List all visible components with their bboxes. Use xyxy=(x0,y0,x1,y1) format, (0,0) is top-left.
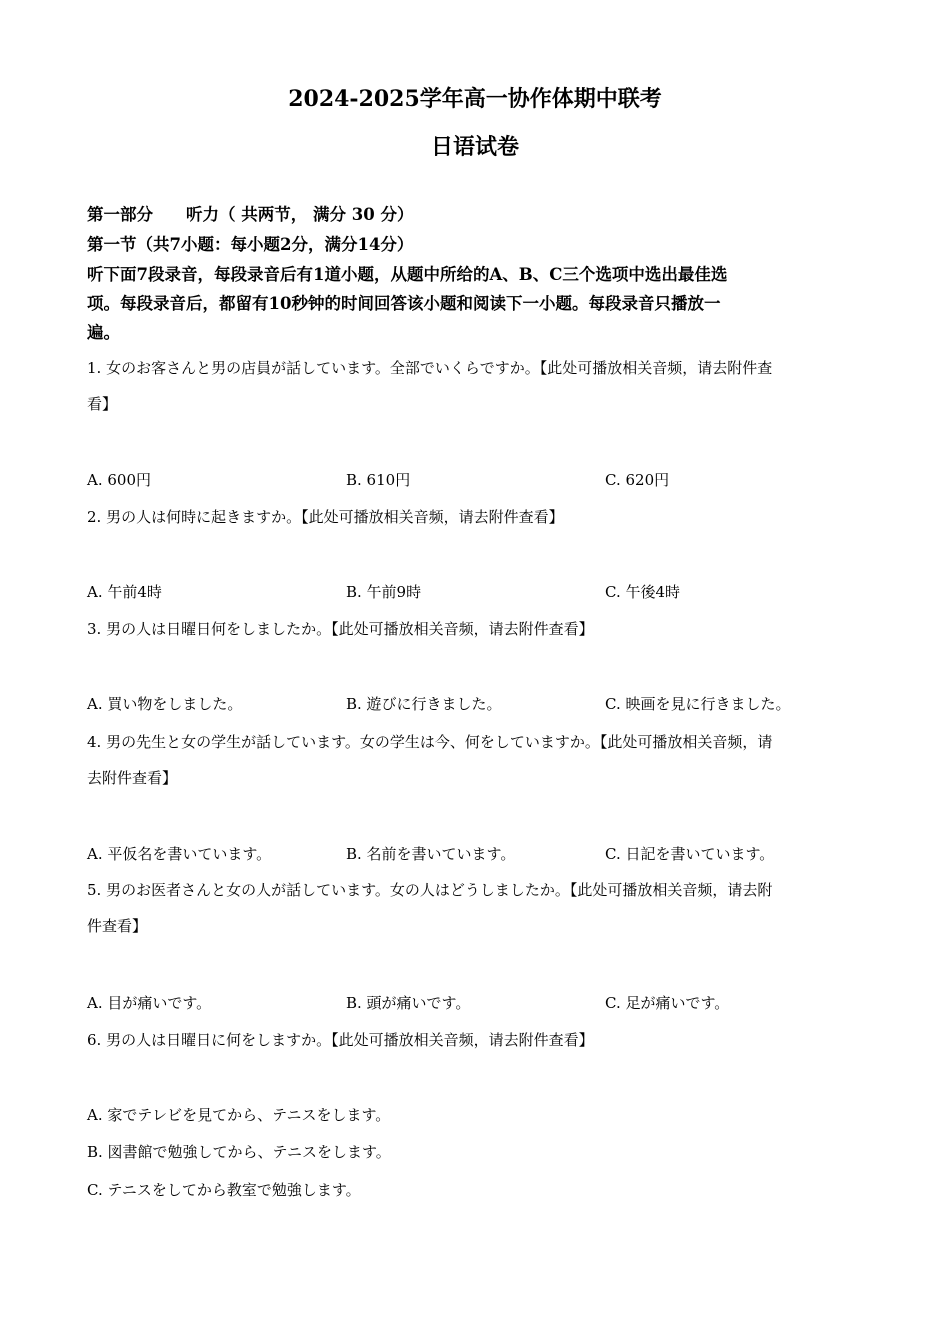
question-text: 看】 xyxy=(87,395,118,413)
question-2 xyxy=(87,499,863,535)
listening-instructions xyxy=(87,261,863,348)
option-b[interactable]: B. 名前を書いています。 xyxy=(346,845,516,863)
question-1 xyxy=(87,350,863,422)
question-4 xyxy=(87,724,863,796)
option-b[interactable]: B. 午前9時 xyxy=(346,583,422,601)
question-text: 6. 男の人は日曜日に何をしますか。【此处可播放相关音频，请去附件查看】 xyxy=(87,1031,594,1049)
question-3-options xyxy=(87,690,863,718)
question-3 xyxy=(87,611,863,647)
question-6 xyxy=(87,1022,863,1058)
option-c[interactable]: C. テニスをしてから教室で勉強します。 xyxy=(87,1181,361,1199)
option-a[interactable]: A. 平仮名を書いています。 xyxy=(87,845,272,863)
instruction-line: 听下面7段录音，每段录音后有1道小题，从题中所给的A、B、C三个选项中选出最佳选 xyxy=(87,265,728,284)
option-c[interactable]: C. 620円 xyxy=(605,471,670,489)
question-text: 2. 男の人は何時に起きますか。【此处可播放相关音频，请去附件查看】 xyxy=(87,508,564,526)
question-text: 去附件查看】 xyxy=(87,769,178,787)
option-b[interactable]: B. 610円 xyxy=(346,471,411,489)
option-b[interactable]: B. 頭が痛いです。 xyxy=(346,994,471,1012)
option-a[interactable]: A. 午前4時 xyxy=(87,583,162,601)
question-4-options xyxy=(87,840,863,868)
question-text: 3. 男の人は日曜日何をしましたか。【此处可播放相关音频，请去附件查看】 xyxy=(87,620,594,638)
section1-heading: 第一节（共7小题：每小题2分，满分14分） xyxy=(87,235,414,254)
option-a[interactable]: A. 家でテレビを見てから、テニスをします。 xyxy=(87,1106,391,1124)
option-a[interactable]: A. 買い物をしました。 xyxy=(87,695,243,713)
exam-subject: 日语试卷 xyxy=(430,134,519,160)
option-c[interactable]: C. 映画を見に行きました。 xyxy=(605,695,791,713)
question-5-options xyxy=(87,989,863,1017)
question-5 xyxy=(87,872,863,944)
option-b[interactable]: B. 図書館で勉強してから、テニスをします。 xyxy=(87,1143,391,1161)
option-a[interactable]: A. 目が痛いです。 xyxy=(87,994,212,1012)
instruction-line: 项。每段录音后，都留有10秒钟的时间回答该小题和阅读下一小题。每段录音只播放一 xyxy=(87,294,721,313)
question-text: 5. 男のお医者さんと女の人が話しています。女の人はどうしましたか。【此处可播放相关音频，请去附 xyxy=(87,881,773,899)
question-text: 4. 男の先生と女の学生が話しています。女の学生は今、何をしていますか。【此处可播放相关音频，请 xyxy=(87,733,773,751)
option-c[interactable]: C. 午後4時 xyxy=(605,583,681,601)
question-1-options xyxy=(87,466,863,494)
part1-heading: 第一部分 听力（ 共两节， 满分 30 分） xyxy=(87,205,414,224)
option-b[interactable]: B. 遊びに行きました。 xyxy=(346,695,502,713)
question-2-options xyxy=(87,578,863,606)
option-a[interactable]: A. 600円 xyxy=(87,471,151,489)
question-text: 1. 女のお客さんと男の店員が話しています。全部でいくらですか。【此处可播放相关音频，请去附件查 xyxy=(87,359,773,377)
option-c[interactable]: C. 足が痛いです。 xyxy=(605,994,730,1012)
exam-title: 2024-2025学年高一协作体期中联考 xyxy=(288,86,662,112)
question-text: 件查看】 xyxy=(87,917,148,935)
option-c[interactable]: C. 日記を書いています。 xyxy=(605,845,775,863)
instruction-line: 遍。 xyxy=(87,323,120,342)
